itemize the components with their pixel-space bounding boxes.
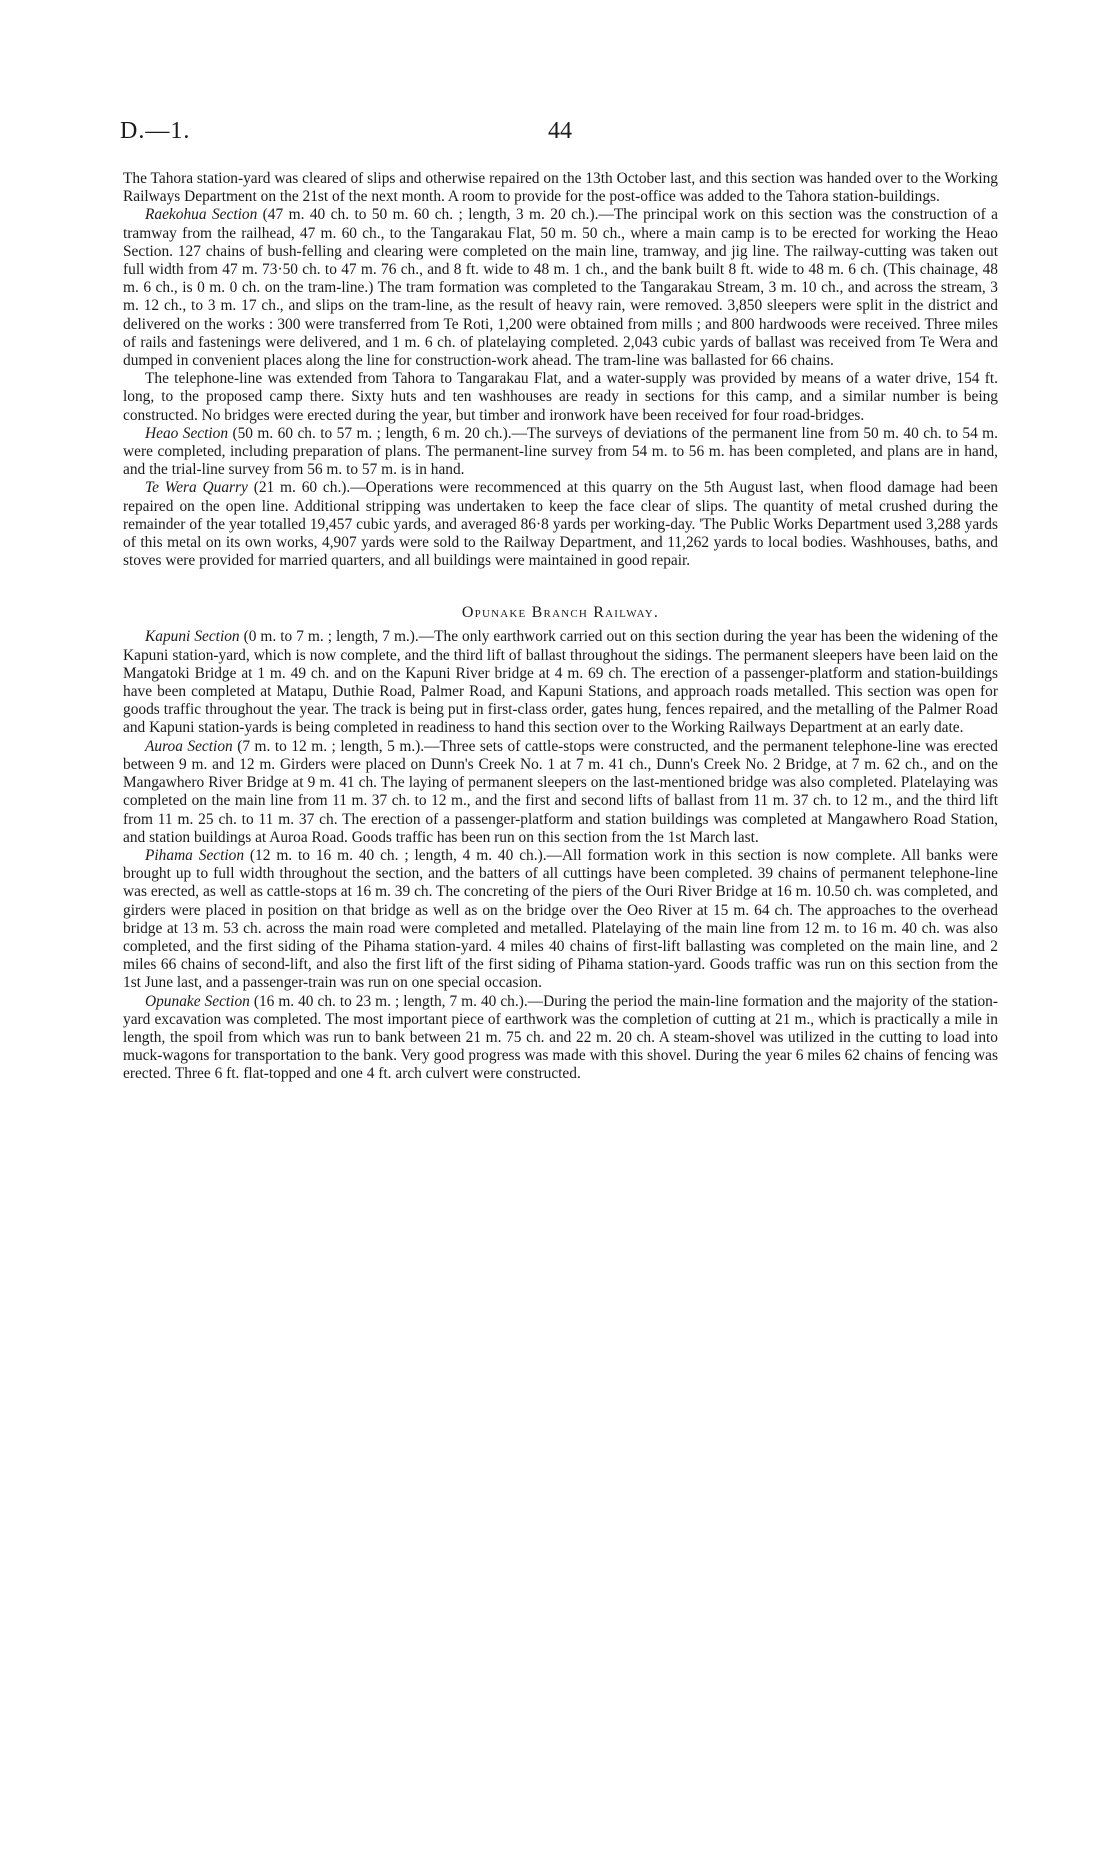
paragraph-text: The Tahora station-yard was cleared of slips and otherwise repaired on the 13th October last, and this section was handed over to the Working Railways Department on the 21st of the next month. A room to provide for the post-office was added to the Tahora station-buildings. — [123, 170, 998, 206]
paragraph-pihama-section — [123, 847, 998, 993]
section-lead: Heao Section — [145, 424, 229, 442]
paragraph-heao-section — [123, 425, 998, 480]
text-block-tahora-raekohua-heao — [123, 170, 998, 570]
paragraph-text: (47 m. 40 ch. to 50 m. 60 ch. ; length, 3 m. 20 ch.).—The principal work on this section was the construction of a tramway from the railhead, 47 m. 60 ch., to the Tangarakau Flat, 50 m. 50 ch., where a main camp is to be erected for working the Heao Section. 127 chains of bush-felling and clearing were completed on the main line, tramway, and jig line. The railway-cutting was taken out full width from 47 m. 73·50 ch. to 47 m. 76 ch., and 8 ft. wide to 48 m. 1 ch., and the bank built 8 ft. wide to 48 m. 6 ch. (This chainage, 48 m. 6 ch., is 0 m. 0 ch. on the tram-line.) The tram formation was completed to the Tangarakau Stream, 3 m. 10 ch., and across the stream, 3 m. 12 ch., to 3 m. 17 ch., and slips on the tram-line, as the result of heavy rain, were removed. 3,850 sleepers were split in the district and delivered on the works : 300 were transferred from Te Roti, 1,200 were obtained from mills ; and 800 hardwoods were received. Three miles of rails and fastenings were delivered, and 1 m. 6 ch. of platelaying completed. 2,043 cubic yards of ballast was received from Te Wera and dumped in convenient places along the line for construction-work ahead. The tram-line was ballasted for 66 chains. — [123, 206, 998, 370]
section-lead: Te Wera Quarry — [145, 479, 248, 497]
page-number: 44 — [548, 118, 572, 144]
body-text — [123, 170, 998, 1084]
paragraph-tahora-station-yard — [123, 170, 998, 206]
paragraph-text: (50 m. 60 ch. to 57 m. ; length, 6 m. 20 ch.).—The surveys of deviations of the permanent line from 50 m. 40 ch. to 54 m. were completed, including preparation of plans. The permanent-line survey from 54 m. to 56 m. has been completed, and plans are in hand, and the trial-line survey from 56 m. to 57 m. is in hand. — [123, 424, 998, 479]
paragraph-text: (21 m. 60 ch.).—Operations were recommenced at this quarry on the 5th August last, when flood damage had been repaired on the open line. Additional stripping was undertaken to keep the face clear of slips. The quantity of metal crushed during the remainder of the year totalled 19,457 cubic yards, and averaged 86·8 yards per working-day. 'The Public Works Department used 3,288 yards of this metal on its own works, 4,907 yards were sold to the Railway Department, and 11,262 yards to local bodies. Washhouses, baths, and stoves were provided for married quarters, and all buildings were maintained in good repair. — [123, 479, 998, 570]
paragraph-text: The telephone-line was extended from Tahora to Tangarakau Flat, and a water-supply was provided by means of a water drive, 154 ft. long, to the proposed camp there. Sixty huts and ten washhouses are ready in sections for this camp, and a similar number is being constructed. No bridges were erected during the year, but timber and ironwork have been received for four road-bridges. — [123, 370, 998, 424]
paragraph-text: (12 m. to 16 m. 40 ch. ; length, 4 m. 40 ch.).—All formation work in this section is now complete. All banks were brought up to full width throughout the section, and the batters of all cuttings have been completed. 39 chains of permanent telephone-line was erected, as well as cattle-stops at 16 m. 39 ch. The concreting of the piers of the Ouri River Bridge at 16 m. 10.50 ch. was completed, and girders were placed in position on that bridge as well as on the bridge over the Oeo River at 15 m. 64 ch. The approaches to the overhead bridge at 13 m. 53 ch. across the main road were completed and metalled. Platelaying of the main line from 12 m. to 16 m. 40 ch. was also completed, and the first siding of the Pihama station-yard. 4 miles 40 chains of first-lift ballasting was completed on the main line, and 2 miles 66 chains of second-lift, and also the first lift of the first siding of Pihama station-yard. Goods traffic was run on this section from the 1st June last, and a passenger-train was run on one special occasion. — [123, 846, 998, 992]
paragraph-raekohua-section — [123, 206, 998, 370]
paragraph-text: (16 m. 40 ch. to 23 m. ; length, 7 m. 40 ch.).—During the period the main-line formation and the majority of the station-yard excavation was completed. The most important piece of earthwork was the completion of cutting at 21 m., which is practically a mile in length, the spoil from which was run to bank between 21 m. 75 ch. and 22 m. 20 ch. A steam-shovel was utilized in the cutting to load into muck-wagons for transportation to the bank. Very good progress was made with this shovel. During the year 6 miles 62 chains of fencing was erected. Three 6 ft. flat-topped and one 4 ft. arch culvert were constructed. — [123, 992, 998, 1083]
paragraph-text: (7 m. to 12 m. ; length, 5 m.).—Three sets of cattle-stops were constructed, and the permanent telephone-line was erected between 9 m. and 12 m. Girders were placed on Dunn's Creek No. 1 at 7 m. 41 ch., Dunn's Creek No. 2 Bridge, at 7 m. 62 ch., and on the Mangawhero River Bridge at 9 m. 41 ch. The laying of permanent sleepers on the last-mentioned bridge was also completed. Platelaying was completed on the main line from 11 m. 37 ch. to 12 m., and the first and second lifts of ballast from 11 m. 37 ch. to 12 m., and the third lift from 11 m. 25 ch. to 11 m. 37 ch. The erection of a passenger-platform and station buildings was completed at Mangawhero Road Station, and station buildings at Auroa Road. Goods traffic has been run on this section from the 1st March last. — [123, 737, 998, 846]
paragraph-text: (0 m. to 7 m. ; length, 7 m.).—The only earthwork carried out on this section during the year has been the widening of the Kapuni station-yard, which is now complete, and the third lift of ballast throughout the sidings. The permanent sleepers have been laid on the Mangatoki Bridge at 1 m. 49 ch. and on the Kapuni River bridge at 4 m. 69 ch. The erection of a passenger-platform and station-buildings have been completed at Matapu, Duthie Road, Palmer Road, and Kapuni Stations, and approach roads metalled. This section was open for goods traffic throughout the year. The track is being put in first-class order, gates hung, fences repaired, and the metalling of the Palmer Road and Kapuni station-yards is being completed in readiness to hand this section over to the Working Railways Department at an early date. — [123, 628, 998, 737]
paragraph-opunake-section — [123, 993, 998, 1084]
paragraph-telephone-line — [123, 370, 998, 425]
paragraph-auroa-section — [123, 738, 998, 847]
section-lead: Opunake Section — [145, 992, 250, 1010]
section-lead: Pihama Section — [145, 846, 245, 864]
section-lead: Raekohua Section — [145, 206, 258, 224]
text-block-opunake-branch — [123, 628, 998, 1083]
section-heading-opunake-branch-railway: Opunake Branch Railway. — [461, 604, 660, 622]
section-lead: Auroa Section — [145, 737, 233, 755]
document-reference: D.—1. — [120, 118, 191, 144]
section-lead: Kapuni Section — [145, 628, 240, 646]
paragraph-kapuni-section — [123, 628, 998, 737]
page-header — [120, 118, 1000, 158]
paragraph-te-wera-quarry — [123, 479, 998, 570]
